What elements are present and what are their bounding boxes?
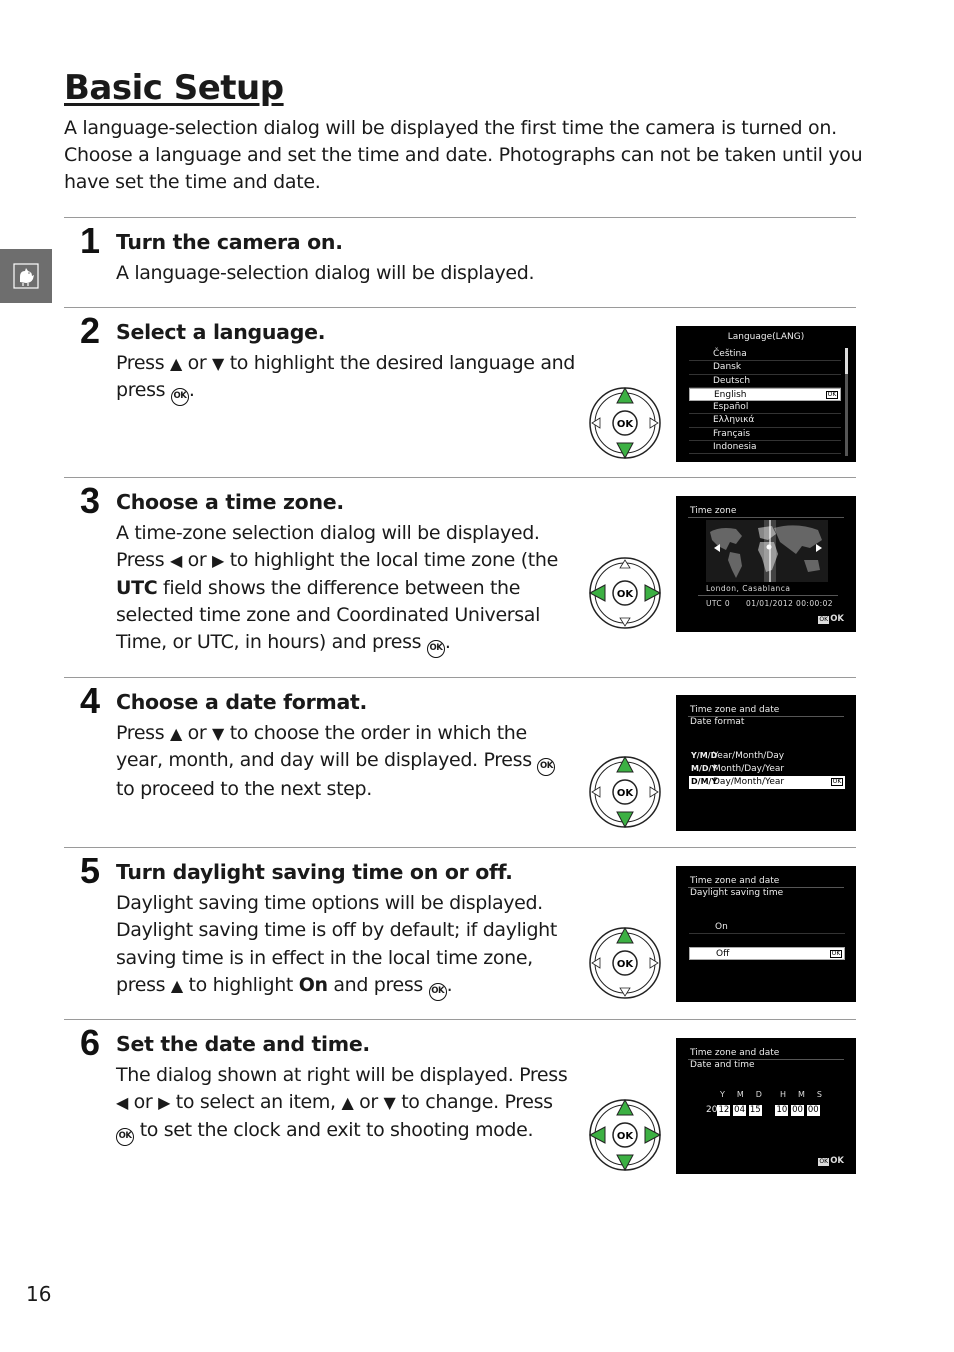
year-field[interactable]: 12 (718, 1105, 730, 1115)
day-field[interactable]: 15 (749, 1105, 761, 1115)
screen-title: Time zone and date (690, 1048, 780, 1058)
step-1 (64, 217, 856, 307)
step-number: 1 (80, 220, 101, 261)
screen-subtitle: Daylight saving time (690, 888, 784, 898)
down-arrow-icon: ▼ (383, 1093, 396, 1113)
step-5 (64, 847, 856, 1019)
page-title: Basic Setup (64, 68, 284, 108)
svg-text:OK: OK (616, 589, 634, 600)
date-time-screen (676, 1038, 856, 1174)
minute-field[interactable]: 00 (792, 1105, 803, 1115)
list-item[interactable]: Français (689, 428, 841, 441)
ok-button-icon: OK (116, 1128, 134, 1146)
step-body: A time-zone selection dialog will be displayed. Press ◀ or ▶ to highlight the local time zone (the UTC field shows the difference between the selected time zone and Coordinated Universal Time, or UTC, in hours) and press OK . (116, 520, 576, 658)
multi-selector-up-down-icon (588, 386, 662, 460)
month-field[interactable]: 04 (734, 1105, 745, 1115)
step-heading: Turn the camera on. (116, 230, 343, 254)
ok-footer: OK OK (819, 614, 844, 624)
intro-paragraph: A language-selection dialog will be displayed the first time the camera is turned on. Choose a language and set the time and date. Photographs can not be taken until you have set the time and date. (64, 117, 863, 193)
rooster-icon (13, 263, 39, 289)
svg-text:OK: OK (616, 788, 634, 799)
city-label: London, Casablanca (706, 584, 791, 593)
left-arrow-icon[interactable] (714, 544, 720, 552)
list-item[interactable]: Español (689, 401, 841, 414)
date-time-labels: Y M D H M S (720, 1090, 822, 1099)
step-number: 2 (80, 310, 101, 351)
step-body: Daylight saving time options will be displayed. Daylight saving time is off by default; if daylight saving time is in effect in the local time zone, press ▲ to highlight On and press OK . (116, 890, 576, 1001)
divider (688, 517, 844, 518)
screen-title: Time zone (690, 506, 737, 516)
list-item[interactable]: Dansk (689, 361, 841, 374)
scrollbar-thumb[interactable] (845, 348, 848, 374)
hour-field[interactable]: 10 (776, 1105, 788, 1115)
date-format-screen (676, 695, 856, 831)
option-off-selected[interactable]: Off OK (689, 947, 845, 960)
down-arrow-icon: ▼ (212, 724, 225, 743)
right-arrow-icon: ▶ (158, 1093, 171, 1113)
step-body: Press ▲ or ▼ to choose the order in which the year, month, and day will be displayed. Press OK to proceed to the next step. (116, 720, 576, 804)
list-item[interactable]: Čeština (689, 348, 841, 361)
step-number: 5 (80, 850, 101, 891)
screen-subtitle: Date format (690, 717, 745, 727)
date-time-values: 2012 04 15 10 00 00 (706, 1105, 819, 1115)
world-map-icon (706, 520, 828, 582)
screen-subtitle: Date and time (690, 1060, 755, 1070)
step-number: 6 (80, 1022, 101, 1063)
list-item[interactable]: Indonesia (689, 441, 841, 454)
screen-title: Language(LANG) (727, 332, 805, 342)
step-heading: Choose a date format. (116, 690, 367, 714)
left-arrow-icon: ◀ (169, 551, 182, 571)
step-number: 3 (80, 480, 101, 521)
ok-button-icon: OK (171, 388, 189, 406)
language-screen (676, 326, 856, 462)
ok-badge: OK (827, 390, 837, 398)
option-on[interactable]: On (689, 921, 845, 934)
divider (698, 595, 838, 596)
svg-text:OK: OK (616, 419, 634, 430)
page-number: 16 (26, 1282, 52, 1306)
up-arrow-icon: ▲ (169, 724, 182, 743)
screen-title: Time zone and date (690, 876, 780, 886)
up-arrow-icon: ▲ (169, 354, 182, 373)
step-6 (64, 1019, 856, 1189)
step-3 (64, 477, 856, 677)
right-arrow-icon: ▶ (212, 551, 225, 571)
multi-selector-left-right-icon (588, 556, 662, 630)
multi-selector-up-down-icon (588, 755, 662, 829)
up-arrow-icon: ▲ (170, 975, 183, 995)
step-body: The dialog shown at right will be displayed. Press ◀ or ▶ to select an item, ▲ or ▼ to change. Press OK to set the clock and exit to shooting mode. (116, 1062, 576, 1146)
ok-button-icon: OK (427, 640, 445, 658)
list-item-selected[interactable]: D/M/YDay/Month/Year OK (689, 776, 845, 789)
second-field[interactable]: 00 (807, 1105, 819, 1115)
ok-button-icon: OK (537, 758, 555, 776)
step-body: A language-selection dialog will be displayed. (116, 262, 535, 284)
step-body: Press ▲ or ▼ to highlight the desired language and press OK . (116, 350, 576, 406)
ok-footer: OK OK (819, 1156, 844, 1166)
list-item[interactable]: Ελληνικά (689, 414, 841, 427)
ok-badge: OK (831, 950, 841, 957)
step-heading: Select a language. (116, 320, 326, 344)
ok-badge: OK (819, 1158, 829, 1165)
svg-text:OK: OK (616, 1131, 634, 1142)
step-heading: Choose a time zone. (116, 490, 344, 514)
list-item[interactable]: M/D/YMonth/Day/Year (691, 764, 785, 774)
language-list (689, 348, 841, 454)
daylight-saving-screen (676, 866, 856, 1002)
list-item-selected[interactable]: English OK (689, 388, 841, 401)
multi-selector-four-way-icon (588, 1098, 662, 1172)
ok-badge: OK (832, 778, 842, 785)
list-item[interactable]: Y/M/DYear/Month/Day (691, 751, 785, 761)
left-arrow-icon: ◀ (116, 1093, 128, 1113)
down-arrow-icon: ▼ (212, 354, 225, 373)
step-heading: Set the date and time. (116, 1032, 370, 1056)
step-4 (64, 677, 856, 847)
multi-selector-up-down-icon (588, 926, 662, 1000)
step-number: 4 (80, 680, 101, 721)
ok-badge: OK (819, 616, 829, 623)
svg-text:OK: OK (616, 959, 634, 970)
list-item[interactable]: Deutsch (689, 375, 841, 388)
step-heading: Turn daylight saving time on or off. (116, 860, 513, 884)
ok-button-icon: OK (429, 983, 447, 1001)
utc-readout: UTC 0 01/01/2012 00:00:02 (706, 599, 833, 608)
side-tab (0, 249, 52, 303)
screen-title: Time zone and date (690, 705, 780, 715)
right-arrow-icon[interactable] (816, 544, 822, 552)
time-zone-screen (676, 496, 856, 632)
up-arrow-icon: ▲ (341, 1093, 354, 1113)
step-2 (64, 307, 856, 477)
